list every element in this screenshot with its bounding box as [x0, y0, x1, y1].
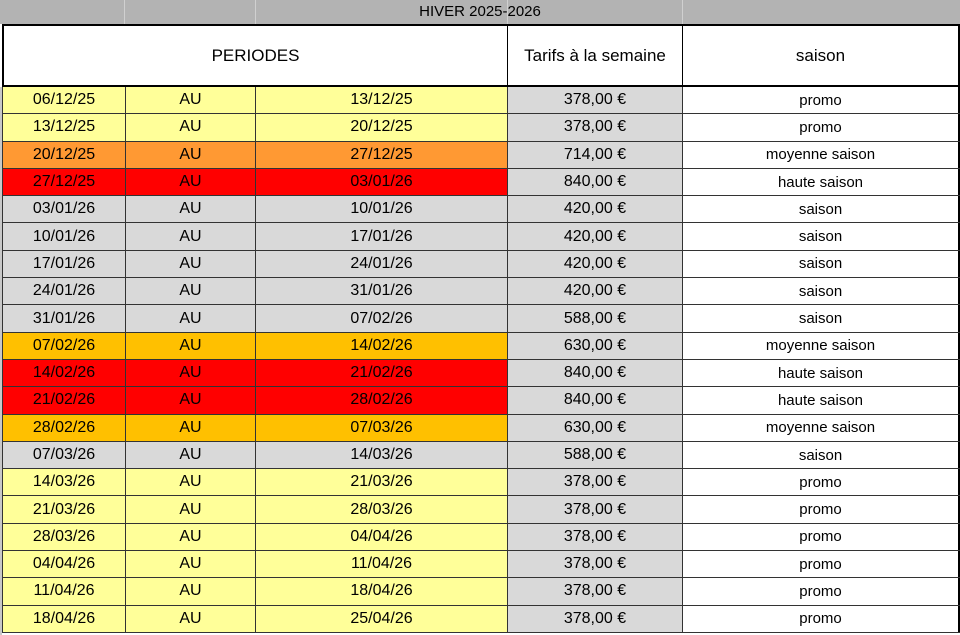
weekly-price-cell: 420,00 €	[508, 223, 683, 249]
au-cell: AU	[126, 278, 256, 304]
period-start-cell: 06/12/25	[2, 87, 126, 113]
season-cell: promo	[683, 524, 960, 550]
weekly-price-cell: 588,00 €	[508, 442, 683, 468]
period-start-cell: 03/01/26	[2, 196, 126, 222]
season-cell: promo	[683, 578, 960, 604]
header-tarifs: Tarifs à la semaine	[508, 24, 683, 87]
season-cell: promo	[683, 551, 960, 577]
period-end-cell: 07/03/26	[256, 415, 508, 441]
table-row	[2, 87, 960, 114]
table-row	[2, 169, 960, 196]
season-cell: moyenne saison	[683, 142, 960, 168]
table-title: HIVER 2025-2026	[419, 3, 541, 20]
weekly-price-cell: 420,00 €	[508, 278, 683, 304]
table-row	[2, 196, 960, 223]
season-cell: saison	[683, 251, 960, 277]
weekly-price-cell: 840,00 €	[508, 169, 683, 195]
weekly-price-cell: 378,00 €	[508, 606, 683, 632]
period-start-cell: 11/04/26	[2, 578, 126, 604]
table-row	[2, 496, 960, 523]
weekly-price-cell: 378,00 €	[508, 87, 683, 113]
period-end-cell: 17/01/26	[256, 223, 508, 249]
au-cell: AU	[126, 196, 256, 222]
period-start-cell: 13/12/25	[2, 114, 126, 140]
au-cell: AU	[126, 333, 256, 359]
period-end-cell: 14/03/26	[256, 442, 508, 468]
season-cell: saison	[683, 196, 960, 222]
season-cell: saison	[683, 223, 960, 249]
header-saison: saison	[683, 24, 960, 87]
au-cell: AU	[126, 496, 256, 522]
season-cell: promo	[683, 606, 960, 632]
weekly-price-cell: 378,00 €	[508, 114, 683, 140]
period-end-cell: 10/01/26	[256, 196, 508, 222]
season-cell: saison	[683, 305, 960, 331]
au-cell: AU	[126, 87, 256, 113]
period-start-cell: 28/02/26	[2, 415, 126, 441]
period-start-cell: 21/02/26	[2, 387, 126, 413]
period-start-cell: 21/03/26	[2, 496, 126, 522]
period-end-cell: 04/04/26	[256, 524, 508, 550]
period-end-cell: 28/02/26	[256, 387, 508, 413]
period-start-cell: 14/02/26	[2, 360, 126, 386]
period-start-cell: 18/04/26	[2, 606, 126, 632]
table-row	[2, 223, 960, 250]
weekly-price-cell: 378,00 €	[508, 551, 683, 577]
au-cell: AU	[126, 223, 256, 249]
period-end-cell: 21/03/26	[256, 469, 508, 495]
period-start-cell: 14/03/26	[2, 469, 126, 495]
weekly-price-cell: 420,00 €	[508, 251, 683, 277]
period-end-cell: 18/04/26	[256, 578, 508, 604]
period-start-cell: 31/01/26	[2, 305, 126, 331]
period-start-cell: 20/12/25	[2, 142, 126, 168]
weekly-price-cell: 714,00 €	[508, 142, 683, 168]
season-cell: saison	[683, 442, 960, 468]
period-start-cell: 24/01/26	[2, 278, 126, 304]
period-end-cell: 03/01/26	[256, 169, 508, 195]
period-end-cell: 11/04/26	[256, 551, 508, 577]
table-row	[2, 606, 960, 633]
weekly-price-cell: 378,00 €	[508, 496, 683, 522]
au-cell: AU	[126, 169, 256, 195]
table-row	[2, 442, 960, 469]
au-cell: AU	[126, 305, 256, 331]
table-row	[2, 142, 960, 169]
period-end-cell: 31/01/26	[256, 278, 508, 304]
period-end-cell: 25/04/26	[256, 606, 508, 632]
au-cell: AU	[126, 114, 256, 140]
au-cell: AU	[126, 251, 256, 277]
table-row	[2, 305, 960, 332]
au-cell: AU	[126, 360, 256, 386]
weekly-price-cell: 378,00 €	[508, 524, 683, 550]
weekly-price-cell: 420,00 €	[508, 196, 683, 222]
table-row	[2, 278, 960, 305]
period-end-cell: 28/03/26	[256, 496, 508, 522]
table-row	[2, 251, 960, 278]
weekly-price-cell: 840,00 €	[508, 387, 683, 413]
period-end-cell: 20/12/25	[256, 114, 508, 140]
season-cell: promo	[683, 114, 960, 140]
weekly-price-cell: 630,00 €	[508, 415, 683, 441]
au-cell: AU	[126, 415, 256, 441]
period-end-cell: 14/02/26	[256, 333, 508, 359]
weekly-price-cell: 378,00 €	[508, 578, 683, 604]
season-cell: saison	[683, 278, 960, 304]
table-row	[2, 114, 960, 141]
period-start-cell: 27/12/25	[2, 169, 126, 195]
table-row	[2, 333, 960, 360]
period-end-cell: 07/02/26	[256, 305, 508, 331]
table-row	[2, 578, 960, 605]
table-row	[2, 387, 960, 414]
period-end-cell: 21/02/26	[256, 360, 508, 386]
weekly-price-cell: 840,00 €	[508, 360, 683, 386]
au-cell: AU	[126, 551, 256, 577]
header-periodes: PERIODES	[2, 24, 508, 87]
period-start-cell: 17/01/26	[2, 251, 126, 277]
season-cell: moyenne saison	[683, 333, 960, 359]
season-cell: haute saison	[683, 169, 960, 195]
season-cell: promo	[683, 496, 960, 522]
season-cell: moyenne saison	[683, 415, 960, 441]
au-cell: AU	[126, 387, 256, 413]
season-cell: promo	[683, 87, 960, 113]
season-cell: promo	[683, 469, 960, 495]
season-cell: haute saison	[683, 360, 960, 386]
au-cell: AU	[126, 469, 256, 495]
period-start-cell: 28/03/26	[2, 524, 126, 550]
au-cell: AU	[126, 578, 256, 604]
table-row	[2, 415, 960, 442]
weekly-price-cell: 630,00 €	[508, 333, 683, 359]
table-row	[2, 524, 960, 551]
period-end-cell: 13/12/25	[256, 87, 508, 113]
tariff-table-body	[2, 87, 960, 633]
table-row	[2, 469, 960, 496]
period-start-cell: 07/02/26	[2, 333, 126, 359]
period-start-cell: 10/01/26	[2, 223, 126, 249]
period-start-cell: 07/03/26	[2, 442, 126, 468]
au-cell: AU	[126, 142, 256, 168]
period-start-cell: 04/04/26	[2, 551, 126, 577]
table-row	[2, 360, 960, 387]
period-end-cell: 24/01/26	[256, 251, 508, 277]
weekly-price-cell: 378,00 €	[508, 469, 683, 495]
table-row	[2, 551, 960, 578]
au-cell: AU	[126, 442, 256, 468]
weekly-price-cell: 588,00 €	[508, 305, 683, 331]
au-cell: AU	[126, 524, 256, 550]
au-cell: AU	[126, 606, 256, 632]
season-cell: haute saison	[683, 387, 960, 413]
period-end-cell: 27/12/25	[256, 142, 508, 168]
